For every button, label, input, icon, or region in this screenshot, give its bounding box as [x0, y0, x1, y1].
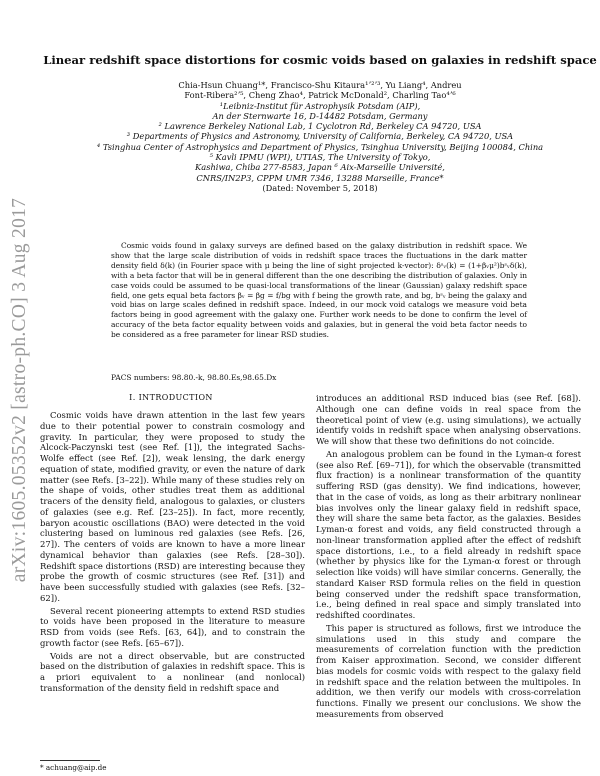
affiliation: CNRS/IN2P3, CPPM UMR 7346, 13288 Marseille, France* — [196, 172, 444, 183]
affiliation: ² Lawrence Berkeley National Lab, 1 Cyclotron Rd, Berkeley CA 94720, USA — [158, 121, 482, 132]
footnote: * achuang@aip.de — [40, 763, 107, 772]
abstract: Cosmic voids found in galaxy surveys are defined based on the galaxy distribution in redshift space. We show that the large scale distribution of voids in redshift space traces the fluctuations in the dark matter density field δ(k) (in Fourier space with μ being the line of sight projected k-vector): δˢᵥ(k) = (1+βᵥμ²)bˢᵥδ(k), with a beta factor that will be in general different than the one describing the distribution of galaxies. Only in case voids could be assumed to be quasi-local transformations of the linear (Gaussian) galaxy redshift space field, one gets equal beta factors βᵥ = βg = f/bg with f being the growth rate, and bg, bˢᵥ being the galaxy and void bias on large scales defined in redshift space. Indeed, in our mock void catalogs we measure void beta factors being in good agreement with the galaxy one. Further work needs to be done to confirm the level of accuracy of the beta factor equality between voids and galaxies, but in general the void beta factor needs to be considered as a free parameter for linear RSD studies. — [111, 241, 527, 340]
right-column — [316, 393, 581, 720]
affiliation: ³ Departments of Physics and Astronomy, University of California, Berkeley, CA 94720, USA — [126, 131, 514, 142]
affiliation: ¹Leibniz-Institut für Astrophysik Potsdam (AIP), — [219, 100, 421, 111]
arxiv-id: arXiv:1605.05352v2 [astro-ph.CO] 3 Aug 2017 — [9, 197, 30, 583]
affiliation: ⁵ Kavli IPMU (WPI), UTIAS, The University of Tokyo, — [209, 152, 431, 163]
date-line: (Dated: November 5, 2018) — [262, 182, 378, 193]
paragraph: introduces an additional RSD induced bias (see Ref. [68]). Although one can define voids in real space from the theoretical point of view (e.g. using simulations), we actually identify voids in redshift space when analysing observations. We will show that these two definitions do not coincide. — [316, 393, 581, 446]
left-column — [40, 410, 305, 694]
paragraph: This paper is structured as follows, first we introduce the simulations used in this study and compare the measurements of correlation function with the prediction from Kaiser approximation. Second, we consider different bias models for cosmic voids with respect to the galaxy field in redshift space and the relation between the multipoles. In addition, we then verify our models with cross-correlation functions. Finally we present our conclusions. We show the measurements from observed — [316, 622, 581, 719]
paragraph: An analogous problem can be found in the Lyman-α forest (see also Ref. [69–71]), for which the observable (transmitted flux fraction) is a nonlinear transformation of the quantity suffering RSD (gas density). We find indications, however, that in the case of voids, as long as their arbitrary nonlinear bias involves only the linear galaxy field in redshift space, they will share the same beta factor, as the galaxies. Besides Lyman-α forest and voids, any field constructed through a non-linear transformation applied after the effect of redshift space distortions, i.e., to a field already in redshift space (whether by physics like for the Lyman-α forest or through selection like voids) will have similar concerns. Generally, the standard Kaiser RSD formula relies on the field in question being conserved under the redshift space transformation, i.e., being defined in real space and simply translated into redshifted coordinates. — [316, 448, 581, 620]
footnote-rule — [40, 760, 100, 761]
paragraph: Cosmic voids have drawn attention in the last few years due to their potential power to constrain cosmology and gravity. In particular, they were proposed to study the Alcock-Paczynski test (see Ref. [1]), the integrated Sachs-Wolfe effect (see Ref. [2]), weak lensing, the dark energy equation of state, modified gravity, or even the nature of dark matter (see Refs. [3–22]). While many of these studies rely on the shape of voids, other studies treat them as additional tracers of the density field, analogous to galaxies, or clusters of galaxies (see e.g. Ref. [23–25]). In fact, more recently, baryon acoustic oscillations (BAO) were detected in the void clustering based on luminous red galaxies (see Refs. [26, 27]). The centers of voids are known to have a more linear dynamical behavior than galaxies (see Refs. [28–30]). Redshift space distortions (RSD) are interesting because they probe the growth of cosmic structures (see Ref. [31]) and have been successfully studied with galaxies (see Refs. [32–62]). — [40, 410, 305, 603]
pacs-numbers: PACS numbers: 98.80.-k, 98.80.Es,98.65.Dx — [111, 373, 277, 382]
arxiv-sidebar-stamp — [2, 130, 38, 650]
section-heading: I. INTRODUCTION — [129, 393, 213, 402]
paper-title: Linear redshift space distortions for cosmic voids based on galaxies in redshift space — [43, 53, 597, 67]
author-line: Chia-Hsun Chuang¹*, Francisco-Shu Kitaura¹ʼ²ʼ³, Yu Liang⁴, Andreu — [178, 80, 462, 90]
affiliation: An der Sternwarte 16, D-14482 Potsdam, Germany — [212, 110, 428, 121]
affiliation: Kashiwa, Chiba 277-8583, Japan ⁶ Aix-Marseille Université, — [195, 162, 445, 173]
paragraph: Several recent pioneering attempts to extend RSD studies to voids have been proposed in the literature to measure RSD from voids (see Refs. [63, 64]), and to constrain the growth factor (see Refs. [65–67]). — [40, 605, 305, 648]
paragraph: Voids are not a direct observable, but are constructed based on the distribution of galaxies in redshift space. This is a priori equivalent to a nonlinear (and nonlocal) transformation of the density field in redshift space and — [40, 650, 305, 693]
author-line: Font-Ribera²ʼ⁵, Cheng Zhao⁴, Patrick McDonald², Charling Tao⁴ʼ⁶ — [184, 90, 456, 101]
author-block — [60, 80, 580, 193]
affiliation: ⁴ Tsinghua Center of Astrophysics and Department of Physics, Tsinghua University, Beijing 100084, China — [96, 141, 544, 152]
